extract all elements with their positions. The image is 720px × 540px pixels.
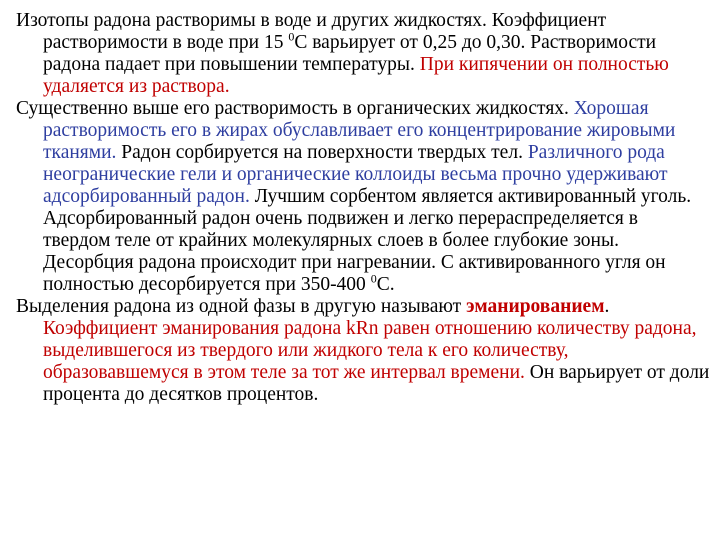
text-segment: Выделения радона из одной фазы в другую называют (16, 296, 467, 317)
text-segment: Существенно выше его растворимость в органических жидкостях. (16, 98, 574, 119)
highlighted-text-blue: Хорошая растворимость его в жирах обуславливает его концентрирование жировыми тканями. (43, 98, 676, 163)
paragraph-radon-solubility-water (16, 10, 710, 98)
text-segment: С варьирует от 0,25 до 0,30. Растворимости радона падает при повышении температуры. (43, 32, 657, 75)
term-emanation: эманированием (466, 296, 605, 317)
paragraph-emanation (16, 296, 710, 406)
text-segment: Изотопы радона растворимы в воде и других жидкостях. Коэффициент растворимости в воде при 15 (16, 10, 607, 53)
highlighted-text-red: Коэффициент эманирования радона kRn равен отношению количеству радона, выделившегося из твердого или жидкого тела к его количеству, образовавшемуся в этом теле за тот же интервал времени. (43, 318, 697, 383)
superscript-degree: 0 (370, 271, 377, 286)
text-segment: Он варьирует от доли процента до десятков процентов. (43, 362, 710, 405)
paragraph-radon-solubility-organic (16, 98, 710, 296)
superscript-degree: 0 (288, 29, 295, 44)
text-segment: Лучшим сорбентом является активированный уголь. Адсорбированный радон очень подвижен и легко перераспределяется в твердом теле от крайних молекулярных слоев в более глубокие зоны. Десорбция радона происходит при нагревании. С активированного угля он полностью десорбируется при 350-400 (43, 186, 692, 295)
text-segment: . (604, 296, 610, 317)
highlighted-text-red: При кипячении он полностью удаляется из раствора. (43, 54, 669, 97)
text-segment: С. (376, 274, 395, 295)
highlighted-text-blue: Различного рода неограническиe гели и органические коллоиды весьма прочно удерживают адсорбированный радон. (43, 142, 668, 207)
text-segment: Радон сорбируется на поверхности твердых тел. (116, 142, 528, 163)
